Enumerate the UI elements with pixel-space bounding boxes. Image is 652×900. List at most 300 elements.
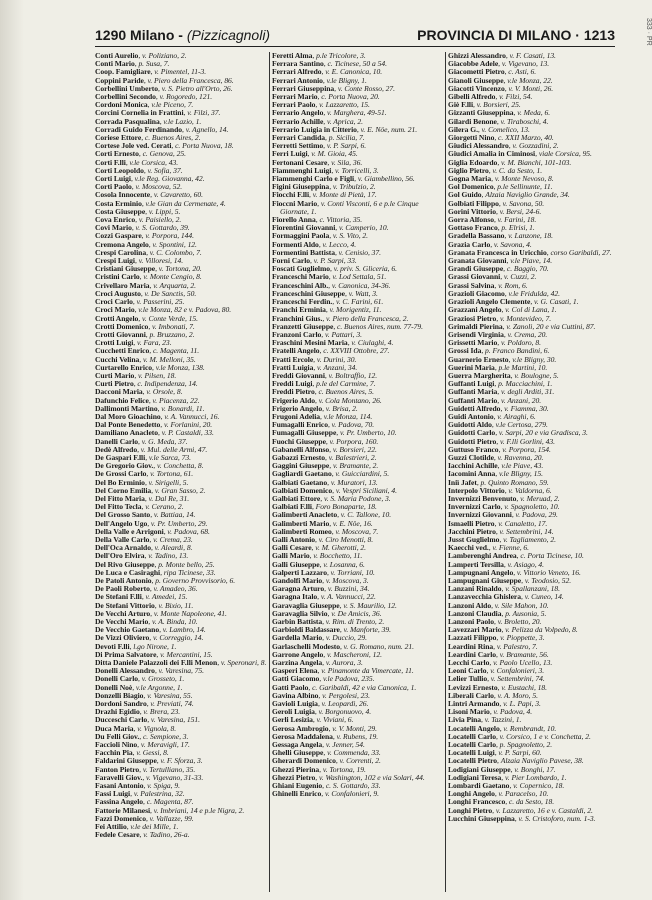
entry-address: v. Rembrandt, 10. xyxy=(503,723,557,733)
directory-entry: Lazzati Filippo, v. Pioppette, 3. xyxy=(448,633,545,643)
entry-name: Figini Giuseppina xyxy=(272,182,330,192)
directory-entry: Freddi Luigi, p.le del Carmine, 7. xyxy=(272,379,376,389)
entry-name: Grissetti Mario xyxy=(448,338,498,348)
entry-name: Giacobbe Adele xyxy=(448,59,499,69)
directory-entry: Coriese Ettore, c. Buenos Aires, 2. xyxy=(95,133,201,143)
directory-entry: Garrone Angelo, v. Mascheroni, 12. xyxy=(272,649,382,659)
directory-entry: Gatti Paolo, c. Garibaldi, 42 e via Canonica, 1. xyxy=(272,682,417,692)
directory-entry: Gatti Giacomo, v.le Padova, 235. xyxy=(272,674,375,684)
directory-entry: Corti Luigi, v.le Reg. Giovanna, 42. xyxy=(95,174,205,184)
entry-name: Della Valle e Arrigoni xyxy=(95,526,164,536)
entry-name: Crotti Angelo xyxy=(95,313,139,323)
entry-name: Gianoli Giuseppe xyxy=(448,75,504,85)
entry-name: Guttuso Franco xyxy=(448,444,499,454)
entry-address: v. Boltraffio, 12. xyxy=(328,370,378,380)
entry-name: Danelli Carlo xyxy=(95,436,139,446)
entry-address: c. Sempione, 3. xyxy=(142,731,189,741)
entry-name: Lampugnani Giuseppe xyxy=(448,576,522,585)
entry-address: v. Monte Napoleone, 41. xyxy=(153,608,227,618)
entry-name: Cosola Innocente xyxy=(95,190,151,200)
directory-entry: Curti Pietro, c. Indipendenza, 14. xyxy=(95,379,198,389)
entry-name: Galbiati Ettore xyxy=(272,493,321,503)
directory-entry: Gavioli Luigia, v. Leopardi, 26. xyxy=(272,699,369,709)
entry-address: v.le Lazio, 1. xyxy=(163,116,202,126)
entry-address: p. Governo Provvisorio, 6. xyxy=(155,576,236,585)
directory-entry: Lelier Tullio, v. Settembrini, 74. xyxy=(448,674,545,684)
entry-address: v. Fienne, 6. xyxy=(492,543,529,553)
directory-entry: Granata Giovanni, v.le Piave, 14. xyxy=(448,256,553,266)
entry-address: p.le Tricolore, 3. xyxy=(316,52,366,60)
entry-address: v. F. Casati, 13. xyxy=(509,52,556,60)
entry-address: l.go Nirone, 1. xyxy=(133,641,177,651)
entry-address: v. Balestrieri, 2. xyxy=(328,452,377,462)
entry-address: v. Pergolesi, 23. xyxy=(322,690,370,700)
entry-name: Dedè Alfredo xyxy=(95,444,138,454)
entry-name: Gabazzi Ernesto xyxy=(272,452,326,462)
directory-entry: Dell'Oca Arnaldo, v. Aleardi, 8. xyxy=(95,543,193,553)
entry-name: Galimberti Romeo xyxy=(272,526,332,536)
entry-address: v. Tortona, 20. xyxy=(158,264,202,274)
entry-address: p. Ausonia, 5. xyxy=(505,608,547,618)
entry-address: v.le Bligny, 30. xyxy=(512,354,557,364)
directory-entry: Fiorentini Giovanni, v. Camperio, 10. xyxy=(272,223,389,233)
entry-address: v. Duccio, 29. xyxy=(325,633,367,643)
entry-address: c. Magenta, 87. xyxy=(146,797,194,807)
entry-address: v.le Certosa, 279. xyxy=(495,420,548,430)
directory-entry: Croci Augusto, v. De Sanctis, 50. xyxy=(95,288,197,298)
entry-address: v. Farini, 18. xyxy=(497,215,537,225)
directory-entry: Guerini Maria, p.le Martini, 10. xyxy=(448,362,548,372)
entry-name: Grazzani Angelo xyxy=(448,305,502,315)
entry-name: Ferrario Achille xyxy=(272,116,324,126)
entry-address: v. Marghera, 49-51. xyxy=(327,108,387,118)
entry-address: v. Tagliamento, 2. xyxy=(503,534,556,544)
directory-entry: Ghezzi Pierina, v. Tortona, 19. xyxy=(272,764,366,774)
entry-address: v. A. Vannucci, 22. xyxy=(320,592,376,602)
entry-name: Formaggini Paola xyxy=(272,231,330,241)
directory-entry: Iniì Jafet, p. Quinto Romano, 59. xyxy=(448,477,549,487)
directory-entry: Fanton Pietro, v. Tertulliano, 35. xyxy=(95,764,196,774)
entry-address: v. Mercantini, 15. xyxy=(160,649,213,659)
entry-address: v. Savona, 4. xyxy=(493,239,532,249)
directory-entry: Faldarini Giuseppe, v. F. Sforza, 3. xyxy=(95,756,203,766)
entry-address: p. Elrisi, 1. xyxy=(501,223,535,233)
column-divider xyxy=(445,52,446,892)
entry-name: Graziosi Pietro xyxy=(448,313,497,323)
entry-address: v. Padova, 68. xyxy=(167,526,210,536)
entry-name: Cucchi Velina xyxy=(95,354,140,364)
entry-name: Corradi Guido Ferdinando xyxy=(95,124,182,134)
directory-entry: Dal Ponte Benedetto, v. Forlanini, 20. xyxy=(95,420,213,430)
entry-name: Gaggini Giuseppe xyxy=(272,461,330,471)
entry-name: Corti Leopoldo xyxy=(95,165,144,175)
entry-name: Garlaschelli Modesto xyxy=(272,641,340,651)
entry-name: Giacometti Pietro xyxy=(448,67,505,77)
entry-address: v. Settembrini, 14. xyxy=(499,526,554,536)
entry-address: c. Porta Ticinese, 10. xyxy=(520,551,584,561)
entry-address: v. S. Maurilio, 12. xyxy=(343,600,397,610)
entry-name: Longhi Pietro xyxy=(448,805,493,815)
entry-address: v. C. Farini, 61. xyxy=(335,297,384,307)
entry-name: Fiorentini Giovanni xyxy=(272,223,336,233)
directory-entry: Garbin Battista, v. Rim. di Trento, 2. xyxy=(272,617,385,627)
entry-address: v. Padova, 4. xyxy=(493,707,533,717)
directory-entry: Conti Mario, p. Susa, 7. xyxy=(95,59,170,69)
directory-entry: Giacometti Pietro, c. Asti, 6. xyxy=(448,67,537,77)
directory-entry: Lombardi Gaetano, v. Copernico, 18. xyxy=(448,781,565,791)
entry-address: v. Eustachi, 18. xyxy=(501,682,548,692)
entry-name: Cozzi Gaspare xyxy=(95,231,142,241)
entry-address: v. degli Arditi, 31. xyxy=(501,387,555,397)
entry-address: v. Guicciardini, 5. xyxy=(335,469,390,479)
entry-address: v. Camperio, 10. xyxy=(338,223,389,233)
entry-address: v. Paisiello, 2. xyxy=(138,215,182,225)
directory-entry: Forni Carlo, v. P. Sarpi, 33. xyxy=(272,256,357,266)
entry-address: v. Giambellino, 56. xyxy=(357,174,415,184)
directory-entry: Lodigiani Teresa, v. Pier Lombardo, 1. xyxy=(448,772,567,782)
entry-name: Facchin Pia xyxy=(95,748,133,758)
entry-address: v. Pr. Umberto, 10. xyxy=(340,428,397,438)
entry-address: v. Padova, 29. xyxy=(515,510,558,520)
header-province: PROVINCIA DI MILANO · 1213 xyxy=(417,27,615,43)
directory-entry: Interpolo Vittorio, v. Valdorna, 6. xyxy=(448,485,552,495)
entry-name: Feretti Alma xyxy=(272,52,313,60)
entry-address: v. Vigevano, 13. xyxy=(501,59,550,69)
directory-entry: Gabanelli Alfonso, v. Borsieri, 22. xyxy=(272,444,377,454)
entry-name: Del Corno Emilia xyxy=(95,485,152,495)
directory-entry: Galli Antonio, v. Ciro Menotti, 8. xyxy=(272,534,374,544)
entry-address: v. Lazzaretto, 16 e v. Castaldi, 2. xyxy=(495,805,593,815)
entry-name: Cremona Angelo xyxy=(95,239,149,249)
directory-entry: Costa Erminio, v.le Gian da Cermenate, 4. xyxy=(95,198,226,208)
entry-name: Gibelli Alfredo xyxy=(448,92,496,102)
entry-name: Croci Carlo xyxy=(95,297,133,307)
entry-address: p. Bruzzano, 2. xyxy=(149,329,195,339)
directory-entry: Fassina Angelo, c. Magenta, 87. xyxy=(95,797,194,807)
directory-entry: Crotti Luigi, v. Fara, 23. xyxy=(95,338,172,348)
entry-address: v. Previati, 74. xyxy=(150,699,194,709)
entry-name: Croci Mario xyxy=(95,305,135,315)
directory-entry: Costa Giuseppe, v. Lippi, 5. xyxy=(95,206,181,216)
entry-address: p.le del Carmine, 7. xyxy=(316,379,376,389)
entry-address: v. Gran Sasso, 2. xyxy=(154,485,206,495)
directory-entry: Gol Guido, Alzaia Naviglio Grande, 34. xyxy=(448,190,570,200)
directory-entry: Gizzanti Giuseppina, v. Meda, 6. xyxy=(448,108,551,118)
entry-address: v. V. Monti, 29. xyxy=(332,723,377,733)
directory-entry: Guidi Antonio, v. Airaghi, 6. xyxy=(448,411,536,421)
entry-address: v. Jenner, 54. xyxy=(325,740,365,750)
entry-address: v. Corsico, 1 e v. Conchetta, 2. xyxy=(499,731,591,741)
header-city: Milano xyxy=(130,27,175,43)
entry-address: p. Spagnoletto, 2. xyxy=(499,740,553,750)
entry-address: v. Villoresi, 14. xyxy=(138,256,184,266)
entry-address: v. Leopardi, 26. xyxy=(321,699,369,709)
entry-address: v. Cuzzi, 2. xyxy=(503,272,537,282)
directory-entry: Devoti F.lli, l.go Nirone, 1. xyxy=(95,641,177,651)
entry-name: Dafunchio Felice xyxy=(95,395,149,405)
directory-entry: De Grossi Carlo, v. Tortona, 61. xyxy=(95,469,194,479)
directory-entry: Ismaelli Pietro, v. Canaletto, 17. xyxy=(448,518,548,528)
directory-entry: Longhi Angelo, v. Paracelso, 10. xyxy=(448,789,549,799)
entry-name: Gerli Lesizia xyxy=(272,715,313,725)
directory-entry: Cosola Innocente, v. Cavaretto, 60. xyxy=(95,190,203,200)
entry-name: Frigerio Angelo xyxy=(272,403,323,413)
entry-address: v. Settembrini, 74. xyxy=(490,674,545,684)
entry-name: Guidi Antonio xyxy=(448,411,494,421)
directory-entry: Grassi Salvina, v. Rom, 6. xyxy=(448,280,528,290)
directory-entry: Fumagalli Giuseppe, v. Pr. Umberto, 10. xyxy=(272,428,397,438)
directory-entry: Gandolfi Mario, v. Moscova, 3. xyxy=(272,576,369,585)
directory-entry: Leoni Carlo, v. Confalonieri, 3. xyxy=(448,666,545,676)
directory-entry: Gradella Bassano, v. Lanzone, 18. xyxy=(448,231,553,241)
directory-entry: Ferrari Paolo, v. Lazzaretto, 15. xyxy=(272,100,370,110)
entry-address: v. Monte Cengio, 8. xyxy=(143,272,202,282)
entry-name: Lanzoni Paolo xyxy=(448,617,494,627)
entry-address: v. Forlanini, 20. xyxy=(163,420,213,430)
entry-address: c. XXII Marzo, 40. xyxy=(498,133,554,143)
directory-entry: Duca Maria, v. Vignola, 8. xyxy=(95,723,177,733)
entry-name: Del Rivo Giuseppe xyxy=(95,559,155,569)
entry-name: Costa Erminio xyxy=(95,198,142,208)
directory-entry: Feretti Alma, p.le Tricolore, 3. xyxy=(272,52,366,60)
directory-entry: Lamberenghi Andrea, c. Porta Ticinese, 10. xyxy=(448,551,584,561)
entry-address: v.le Gian da Cermenate, 4. xyxy=(145,198,226,208)
directory-entry: Franchi Erminia, v. Morigentiz, 11. xyxy=(272,305,382,315)
entry-name: Jusst Guglielmo xyxy=(448,534,500,544)
entry-name: Gatti Giacomo xyxy=(272,674,320,684)
entry-address: Alzaia Naviglio Grande, 34. xyxy=(485,190,570,200)
entry-address: p. Susa, 7. xyxy=(138,59,170,69)
entry-address: v. Bersi, 24-6. xyxy=(499,206,542,216)
directory-entry: Crespi Luigi, v. Villoresi, 14. xyxy=(95,256,184,266)
entry-address: v. P. Castaldi, 33. xyxy=(161,428,214,438)
entry-name: Lanzani Rinaldo xyxy=(448,584,502,594)
entry-name: Guidotti Pietro xyxy=(448,436,497,446)
entry-address: v. Borsieri, 22. xyxy=(332,444,377,454)
entry-address: v. Rim. di Trento, 2. xyxy=(325,617,385,627)
entry-address: v. Palestro, 7. xyxy=(496,641,538,651)
page-header: 1290 Milano - (Pizzicagnoli) PROVINCIA DI MILANO · 1213 xyxy=(95,27,615,43)
entry-address: v. Tazzini, 1. xyxy=(484,715,522,725)
directory-entry: Danelli Carlo, v. G. Meda, 37. xyxy=(95,436,188,446)
entry-name: Dell'Angelo Ugo xyxy=(95,518,148,528)
directory-entry: Fiammenghi Luigi, v. Torricelli, 3. xyxy=(272,165,379,175)
directory-entry: Ghelli Giuseppe, v. Commenda, 33. xyxy=(272,748,381,758)
entry-name: Dal Ponte Benedetto xyxy=(95,420,161,430)
directory-entry: Grimaldi Pierina, v. Zanoli, 20 e via Cuttini, 87. xyxy=(448,321,596,331)
directory-entry: Del Bo Erminio, v. Sirigelli, 5. xyxy=(95,477,189,487)
directory-entry: Giudici Amalia in Ciminosi, viale Corsica, 95. xyxy=(448,149,592,159)
entry-name: De Vecchi Mario xyxy=(95,617,149,627)
directory-entry: Gessaga Angela, v. Jenner, 54. xyxy=(272,740,365,750)
entry-address: v. G. Romano, num. 21. xyxy=(343,641,414,651)
directory-entry: Del Corno Emilia, v. Gran Sasso, 2. xyxy=(95,485,206,495)
entry-address: v. Vigevano, 31-33. xyxy=(146,772,204,782)
directory-entry: Fazzi Domenico, v. Vallazze, 99. xyxy=(95,813,194,823)
entry-name: Cristini Carlo xyxy=(95,272,140,282)
entry-name: Ghinelli Enrico xyxy=(272,789,322,799)
entry-address: p. Monte bello, 25. xyxy=(158,559,215,569)
entry-address: v. P. Sarpi, 33. xyxy=(313,256,357,266)
entry-address: v.le Fridulda, 42. xyxy=(508,288,560,298)
entry-address: v.le Monza, 82 e v. Padova, 80. xyxy=(138,305,232,315)
directory-entry: De Vizzi Oliviero, v. Correggio, 14. xyxy=(95,633,204,643)
entry-name: Guerra Margherita xyxy=(448,370,511,380)
directory-entry: Fuochi Giuseppe, v. Porpora, 160. xyxy=(272,436,379,446)
directory-entry: Gorini Vittorio, v. Bersi, 24-6. xyxy=(448,206,542,216)
entry-address: v. Crema, 20. xyxy=(507,329,548,339)
directory-entry: Lucchini Giuseppina, v. S. Cristoforo, num. 1-3. xyxy=(448,813,596,823)
directory-entry: Ferrari Giuseppina, v. Conte Rosso, 27. xyxy=(272,83,395,93)
directory-entry: Crivellaro Maria, v. Arquarta, 2. xyxy=(95,280,197,290)
entry-name: Cristiani Giuseppe xyxy=(95,264,156,274)
entry-name: Grisendi Virginia xyxy=(448,329,504,339)
entry-address: v. Tribulzio, 2. xyxy=(332,182,376,192)
entry-name: Crespi Luigi xyxy=(95,256,135,266)
directory-entry: Donelli Alessandro, v. Varesina, 75. xyxy=(95,666,205,676)
entry-address: c. XXVIII Ottobre, 27. xyxy=(323,346,390,356)
directory-entry: Corti Paolo, v. Moscova, 52. xyxy=(95,182,183,192)
entry-name: Ferrari Mario xyxy=(272,92,318,102)
entry-address: v. Filzi, 37. xyxy=(187,108,221,118)
entry-name: Gerosa Ambrogio xyxy=(272,723,329,733)
directory-entry: Del Fitto Maria, v. Dal Re, 31. xyxy=(95,493,190,503)
directory-entry: Guzzi Clotilde, v. Ravenna, 20. xyxy=(448,452,544,462)
entry-address: v. E. Nöe, 16. xyxy=(332,518,373,528)
entry-address: v. Vittorio Veneto, 16. xyxy=(516,567,581,577)
entry-address: v. Zanoli, 20 e via Cuttini, 87. xyxy=(506,321,596,331)
directory-entry: Franzetti Giuseppe, c. Buenos Aires, num. 77-79. xyxy=(272,321,423,331)
entry-address: c. da Sesto, 18. xyxy=(508,797,555,807)
directory-entry: Giè F.lli, v. Borsieri, 25. xyxy=(448,100,521,110)
entry-name: Fasani Antonio xyxy=(95,781,144,791)
entry-name: De Gregorio Giov. xyxy=(95,461,154,471)
directory-entry: Fraschini Mesini Maria, v. Ciulaghi, 4. xyxy=(272,338,394,348)
entry-address: v. C. Tallone, 10. xyxy=(340,510,392,520)
entry-name: Lodigiani Teresa xyxy=(448,772,502,782)
entry-address: v. Bonghi, 17. xyxy=(514,764,556,774)
column-1 xyxy=(95,52,267,892)
entry-name: Lazzati Filippo xyxy=(448,633,497,643)
entry-name: Gessaga Angela xyxy=(272,740,323,750)
directory-entry: Grassi Giovanni, v. Cuzzi, 2. xyxy=(448,272,537,282)
directory-entry: Ferrari Alfredo, v. E. Canonica, 10. xyxy=(272,67,383,77)
directory-entry: Del Rivo Giuseppe, p. Monte bello, 25. xyxy=(95,559,215,569)
directory-entry: Fiorello Anna, c. Vittoria, 35. xyxy=(272,215,363,225)
entry-name: Ferrari Alfredo xyxy=(272,67,322,77)
entry-address: v. Pilsen, 18. xyxy=(138,370,177,380)
directory-entry: Gasperi Elena, v. Pinamonte da Vimercate, 11. xyxy=(272,666,414,676)
directory-entry: Guffanti Mario, v. Anzani, 20. xyxy=(448,395,542,405)
entry-name: Lamperti Tersilla xyxy=(448,559,504,569)
entry-address: c. Buenos Aires, num. 77-79. xyxy=(337,321,423,331)
directory-entry: Cozzi Gaspare, v. Porpora, 144. xyxy=(95,231,195,241)
entry-address: v. Spagnoletto, 10. xyxy=(504,502,560,512)
entry-address: v. Sila, 36. xyxy=(331,157,363,167)
entry-address: v. Teodosio, 52. xyxy=(524,576,572,585)
entry-name: Grazia Carlo xyxy=(448,239,491,249)
directory-entry: Gardella Mario, v. Duccio, 29. xyxy=(272,633,367,643)
directory-entry: Donelli Noè, v.le Argonne, 1. xyxy=(95,682,183,692)
entry-address: c. Garibaldi, 42 e via Canonica, 1. xyxy=(312,682,417,692)
entry-name: Garavaglia Silvio xyxy=(272,608,328,618)
entry-address: v. Correggio, 14. xyxy=(152,633,204,643)
directory-entry: Graziosi Pietro, v. Montevideo, 7. xyxy=(448,313,552,323)
entry-address: Foro Bonaparte, 18. xyxy=(315,502,377,512)
entry-address: v. Poldoro, 8. xyxy=(500,338,541,348)
directory-entry: Coop. Famigliare, v. Pimentel, 11-3. xyxy=(95,67,207,77)
directory-entry: Ditta Daniele Palazzoli dei F.lli Menon, v. Speronari, 8. xyxy=(95,658,267,668)
directory-entry: Formenti Aldo, v. Lecco, 4. xyxy=(272,239,357,249)
entry-address: v. Bixio, 11. xyxy=(158,600,194,610)
directory-entry: Del Grosso Santo, v. Battiaa, 14. xyxy=(95,510,196,520)
entry-name: Gorra Alfonso xyxy=(448,215,494,225)
entry-name: Gilera G. xyxy=(448,124,478,134)
entry-address: v. Amadeo, 36. xyxy=(153,584,198,594)
entry-address: v. Lecco, 4. xyxy=(322,239,357,249)
entry-name: Invernizzi Giovanni xyxy=(448,510,512,520)
entry-name: Guffanti Luigi xyxy=(448,379,495,389)
entry-address: v. Bonardi, 11. xyxy=(161,403,205,413)
directory-entry: Curtarello Enrico, v.le Monza, 138. xyxy=(95,362,205,372)
directory-entry: Faccioli Nino, v. Meravigli, 17. xyxy=(95,740,190,750)
entry-address: v. Cuneo, 14. xyxy=(524,592,564,602)
entry-name: Curtarello Enrico xyxy=(95,362,153,372)
directory-entry: Galbiati F.lli, Foro Bonaparte, 18. xyxy=(272,502,377,512)
entry-address: v. Rom, 6. xyxy=(498,280,528,290)
directory-entry: Lanzavecchia Ghislera, v. Cuneo, 14. xyxy=(448,592,564,602)
entry-name: Grassi Giovanni xyxy=(448,272,501,282)
directory-entry: Ghinelli Enrico, v. Confalonieri, 9. xyxy=(272,789,379,799)
entry-name: Jacchini Pietro xyxy=(448,526,496,536)
entry-address: v. Fara, 23. xyxy=(137,338,172,348)
entry-name: Del Fitto Maria xyxy=(95,493,145,503)
entry-address: v.le Piave, 43. xyxy=(501,461,544,471)
entry-address: v. Imbriani, 14 e p.le Nigra, 2. xyxy=(153,805,245,815)
entry-name: Fumagalli Giuseppe xyxy=(272,428,337,438)
entry-address: v. V. Monti, 26. xyxy=(508,83,554,93)
entry-address: v. De Sanctis, 50. xyxy=(144,288,197,298)
directory-entry: Ghiani Eugenio, c. S. Gottardo, 33. xyxy=(272,781,381,791)
entry-name: Gottaso Franco xyxy=(448,223,498,233)
entry-address: v. Watt, 3. xyxy=(348,288,378,298)
directory-entry: Grandi Giuseppe, c. Baggio, 70. xyxy=(448,264,549,274)
directory-entry: Lampugnani Giuseppe, v. Teodosio, 52. xyxy=(448,576,572,585)
entry-address: v. Torriani, 10. xyxy=(330,567,375,577)
directory-entry: Garagna Italo, v. A. Vannucci, 22. xyxy=(272,592,376,602)
entry-address: v. Battiaa, 14. xyxy=(153,510,196,520)
directory-entry: Fratelli Angelo, c. XXVIII Ottobre, 27. xyxy=(272,346,390,356)
entry-name: Galli Antonio xyxy=(272,534,316,544)
entry-address: v. Durini, 30. xyxy=(316,354,357,364)
directory-entry: De Stefani F.lli, v. Amedei, 15. xyxy=(95,592,188,602)
column-divider xyxy=(269,52,270,892)
entry-name: Franceschini Alb. xyxy=(272,280,329,290)
entry-address: v. Pinamonte da Vimercate, 11. xyxy=(321,666,414,676)
entry-address: v. Pier Lombardo, 1. xyxy=(505,772,567,782)
directory-entry: Gerosa Maddalena, v. Rubens, 19. xyxy=(272,731,379,741)
directory-entry: De Vecchio Gaetano, v. Lambro, 14. xyxy=(95,625,206,635)
entry-name: Lanzoni Claudia xyxy=(448,608,502,618)
entry-name: Du Felli Giov. xyxy=(95,731,140,741)
entry-name: Galli Cesare xyxy=(272,543,312,553)
entry-name: Gerosa Maddalena xyxy=(272,731,333,741)
directory-entry: Foscati Guglielmo, v. priv. S. Gliceria, 6. xyxy=(272,264,397,274)
entry-address: v. Col di Lana, 1. xyxy=(505,305,557,315)
entry-address: v. Broletto, 20. xyxy=(497,617,542,627)
entry-address: v. Confalonieri, 9. xyxy=(324,789,379,799)
entry-address: v. Rubens, 19. xyxy=(336,731,379,741)
